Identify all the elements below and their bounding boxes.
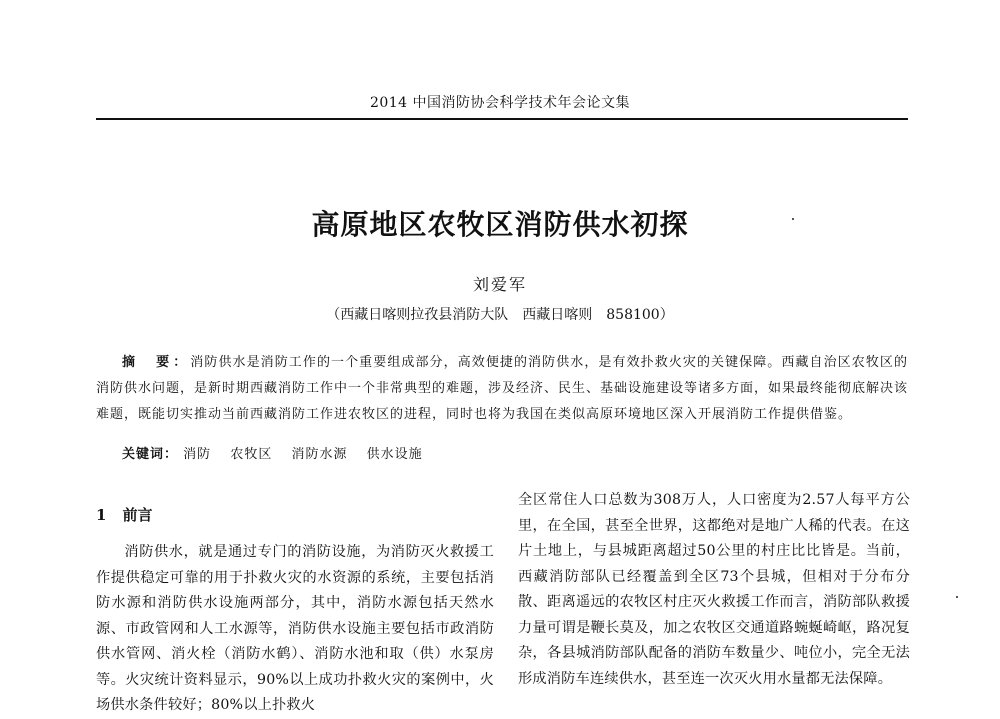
body-column-left: 消防供水，就是通过专门的消防设施，为消防灭火救援工作提供稳定可靠的用于扑救火灾的水资源的系统，主要包括消防水源和消防供水设施两部分，其中，消防水源包括天然水源、市政管网和人工水源等，消防供水设施主要包括市政消防供水管网、消火栓（消防水鹤）、消防水池和取（供）水泵房等。火灾统计资料显示，90%以上成功扑救火灾的案例中，火场供水条件较好；80%以上扑救火 <box>96 544 494 713</box>
article-title: 高原地区农牧区消防供水初探 <box>311 208 689 241</box>
section-title: 前言 <box>122 506 153 524</box>
keyword-item: 消防 <box>183 447 212 462</box>
abstract-text: 消防供水是消防工作的一个重要组成部分，高效便捷的消防供水，是有效扑救火灾的关键保障。西藏自治区农牧区的消防供水问题，是新时期西藏消防工作中一个非常典型的难题，涉及经济、民生、基础设施建设等诸多方面，如果最终能彻底解决该难题，既能切实推动当前西藏消防工作进农牧区的进程，同时也将为我国在类似高原环境地区深入开展消防工作提供借鉴。 <box>96 355 909 422</box>
running-header: 2014 中国消防协会科学技术年会论文集 <box>369 95 631 111</box>
keywords <box>122 443 437 462</box>
keyword-item: 消防水源 <box>291 447 348 462</box>
keywords-label: 关键词： <box>122 447 179 462</box>
abstract <box>96 350 908 428</box>
abstract-label: 摘 要： <box>122 355 191 370</box>
scan-speck <box>792 218 794 220</box>
header-rule <box>96 118 908 120</box>
keyword-item: 农牧区 <box>230 447 273 462</box>
body-column-right: 全区常住人口总数为308万人，人口密度为2.57人每平方公里，在全国，甚至全世界，这都绝对是地广人稀的代表。在这片土地上，与县城距离超过50公里的村庄比比皆是。当前，西藏消防部队已经覆盖到全区73个县城，但相对于分布分散、距离遥远的农牧区村庄灭火救援工作而言，消防部队救援力量可谓是鞭长莫及，加之农牧区交通道路蜿蜒崎岖，路况复杂，各县城消防部队配备的消防车数量少、吨位小，完全无法形成消防车连续供水，甚至连一次灭火用水量都无法保障。 <box>518 492 910 687</box>
keyword-item: 供水设施 <box>366 447 423 462</box>
section-heading <box>96 504 152 525</box>
author-affiliation: （西藏日喀则拉孜县消防大队 西藏日喀则 858100） <box>326 307 674 323</box>
author-name: 刘爱军 <box>472 275 527 294</box>
scan-speck <box>956 596 958 598</box>
section-number: 1 <box>96 506 107 524</box>
